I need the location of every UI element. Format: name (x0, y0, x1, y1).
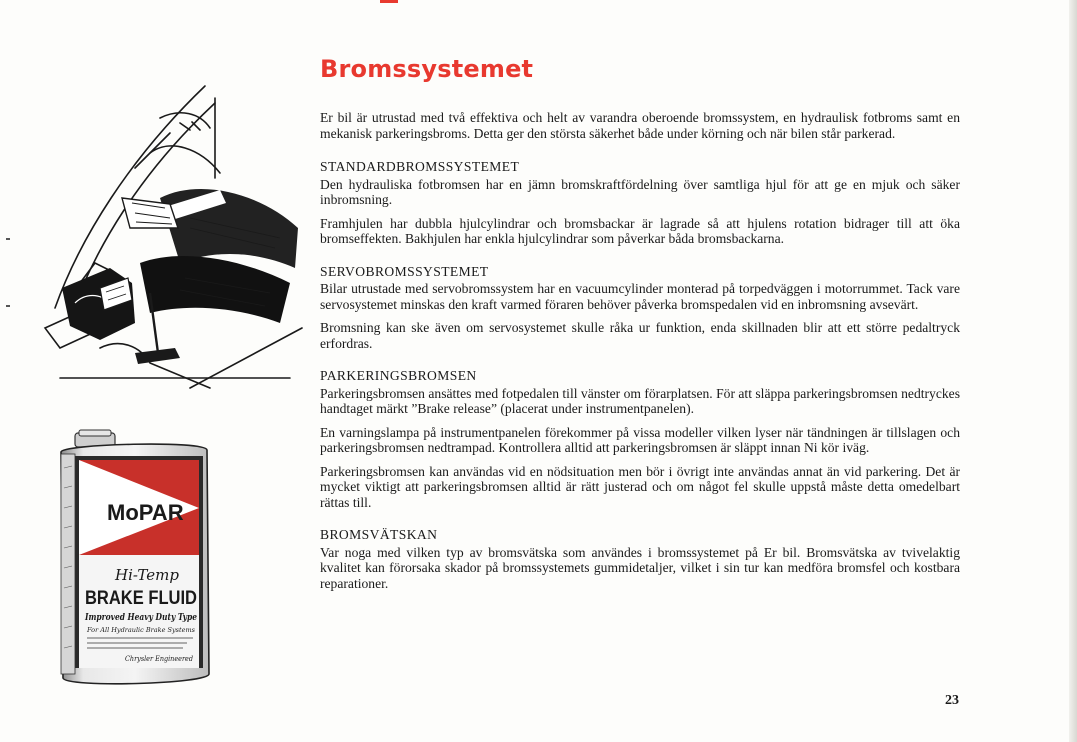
can-engineered-text: Chrysler Engineered (125, 655, 194, 663)
can-product-text: BRAKE FLUID (85, 588, 197, 609)
section-servo-brake (320, 264, 960, 352)
margin-mark (6, 305, 10, 307)
can-type-text: Improved Heavy Duty Type (84, 613, 198, 623)
section-heading: SERVOBROMSSYSTEMET (320, 263, 489, 279)
section-paragraph: En varningslampa på instrumentpanelen förekommer på vissa modeller vilken lyser när tändningen är tillslagen och parkeringsbromsen nedtrampad. Kontrollera alltid att parkeringsbromsen är släppt innan Ni kör iväg. (320, 424, 960, 455)
section-paragraph: Den hydrauliska fotbromsen har en jämn bromskraftfördelning över samtliga hjul för att ge en mjuk och säker inbromsning. (320, 176, 960, 207)
can-brand-text: MoPAR (107, 500, 184, 525)
page-edge-shadow (1069, 0, 1077, 742)
section-paragraph: Parkeringsbromsen kan användas vid en nödsituation men bör i övrigt inte användas annat än vid parkering. Det är mycket viktigt att parkeringsbromsen alltid är rätt justerad och om något fel skulle uppstå måste detta omedelbart rättas till. (320, 463, 960, 510)
page-number: 23 (945, 693, 959, 708)
top-color-mark (380, 0, 398, 3)
mopar-brake-fluid-can-illustration (55, 428, 215, 690)
section-brake-fluid (320, 527, 960, 591)
intro-paragraph: Er bil är utrustad med två effektiva och helt av varandra oberoende bromssystem, en hydraulisk fotbroms samt en mekanisk parkeringsbroms. Detta ger den största säkerhet både under körning och när bilen står parkerad. (320, 110, 960, 141)
section-paragraph: Framhjulen har dubbla hjulcylindrar och bromsbackar är lagrade så att hjulens rotation bidrager till att öka bromseffekten. Bakhjulen har enkla hjulcylindrar som påverkar båda bromsbackarna. (320, 215, 960, 246)
section-heading: STANDARDBROMSSYSTEMET (320, 159, 520, 174)
margin-mark (6, 238, 10, 240)
section-parking-brake (320, 368, 960, 510)
page-title: Bromssystemet (320, 55, 534, 83)
driver-braking-illustration (40, 78, 305, 393)
section-paragraph: Var noga med vilken typ av bromsvätska som användes i bromssystemet på Er bil. Bromsvätska av tvivelaktig kvalitet kan förorsaka skador på bromssystemets gummidetaljer, vilket i sin tur kan medföra bromsfel och kostbara reparationer. (320, 544, 960, 591)
page-body (320, 110, 960, 599)
section-heading: BROMSVÄTSKAN (320, 527, 438, 542)
section-paragraph: Parkeringsbromsen ansättes med fotpedalen till vänster om förarplatsen. För att släppa parkeringsbromsen nedtryckes handtaget märkt ”Brake release” (placerat under instrumentpanelen). (320, 385, 960, 416)
section-standard-brake (320, 159, 960, 247)
can-hitemp-text: Hi-Temp (115, 566, 179, 584)
section-paragraph: Bilar utrustade med servobromssystem har en vacuumcylinder monterad på torpedväggen i motorrummet. Tack vare servosystemet minskas den kraft varmed föraren behöver påverka bromspedalen vid en inbromsning avsevärt. (320, 281, 960, 312)
section-paragraph: Bromsning kan ske även om servosystemet skulle råka ur funktion, enda skillnaden blir att ett större pedaltryck erfordras. (320, 320, 960, 351)
can-systems-text: For All Hydraulic Brake Systems (85, 627, 195, 634)
section-heading: PARKERINGSBROMSEN (320, 368, 477, 383)
